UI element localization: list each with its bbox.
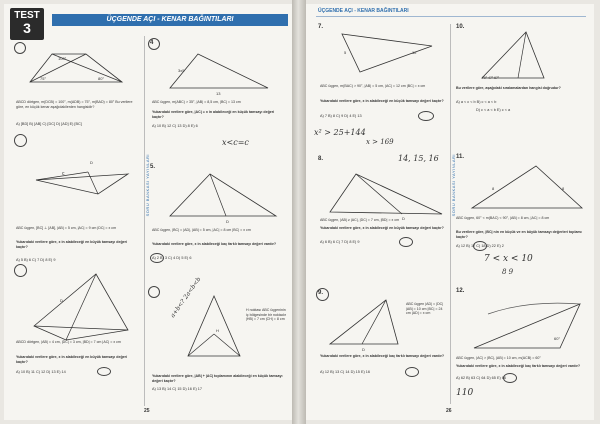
q9-answer-circle xyxy=(405,367,419,377)
svg-text:8: 8 xyxy=(562,186,565,191)
q7-number: 7. xyxy=(318,24,324,30)
right-page xyxy=(306,4,594,420)
q4-circled-number xyxy=(148,38,160,50)
q3-circled-number xyxy=(14,264,27,277)
q9-figure xyxy=(326,298,406,352)
q7-options[interactable]: A) 7 B) 8 C) 9 D) 4 E) 13 xyxy=(320,114,362,118)
q11-handwriting-2: 8 9 xyxy=(502,268,514,276)
q11-options[interactable]: A) 12 B) 17 C) 18 D) 22 E) 2 xyxy=(456,244,504,248)
q11-answer-circle xyxy=(473,241,487,251)
q5-text: ABC üçgen, |BC| = |AD|, |AB| = 5 cm, |AC| = 8 cm |BC| = x cm xyxy=(152,228,251,232)
q3-options[interactable]: A) 10 B) 11 C) 12 D) 13 E) 14 xyxy=(16,370,66,374)
left-page xyxy=(4,4,292,420)
q2-options[interactable]: A) 5 B) 6 C) 7 D) 8 E) 9 xyxy=(16,258,56,262)
q5-options[interactable]: A) 2 B) 3 C) 4 D) 5 E) 6 xyxy=(152,256,192,260)
book-gutter xyxy=(292,0,306,424)
side-publisher-text: SORU BANKASI YAYINLARI xyxy=(145,154,150,217)
page-banner: ÜÇGENDE AÇI - KENAR BAĞINTILARI xyxy=(52,14,288,26)
q2-question: Yukarıdaki verilere göre, x in alabileceği en büyük tamsayı değeri kaçtır? xyxy=(16,240,128,249)
q9-number: 9. xyxy=(318,290,324,296)
q6-circled-number xyxy=(148,286,160,298)
q6-handwriting: a+b<? 2a<b<b xyxy=(169,275,203,320)
q6-side-text: H noktası ABC üçgeninin iç bölgesinde bir noktadır |HB| = 7 cm |CH| = 8 cm xyxy=(246,308,286,322)
q1-figure xyxy=(24,50,134,90)
q12-number: 12. xyxy=(456,288,465,294)
svg-text:100°: 100° xyxy=(58,56,67,61)
svg-text:75°: 75° xyxy=(40,76,47,81)
q4-figure xyxy=(164,50,274,100)
q4-options[interactable]: A) 10 B) 12 C) 13 D) 8 E) 6 xyxy=(152,124,198,128)
q10-question: Bu verilere göre, aşağıdaki sıralamalardan hangisi doğrudur? xyxy=(456,86,561,90)
q12-angle: 60° xyxy=(554,336,561,341)
q7-hand-2: x > 169 xyxy=(366,138,394,146)
q1-options[interactable]: A) [BD] B) [AB] C) [DC] D) [AD] E) [BC] xyxy=(16,122,82,126)
page-header: ÜÇGENDE AÇI - KENAR BAĞINTILARI xyxy=(318,8,409,14)
q10-figure xyxy=(478,30,548,82)
q2-circled-number xyxy=(14,134,27,147)
q10-options-row2[interactable]: D) c < a < b E) c < a xyxy=(476,108,511,112)
q9-side-text: ABC üçgen |AD| = |DC| |AB| = 10 cm |BC| = 24 cm |AD| = x cm xyxy=(406,302,444,316)
q5-answer-circle xyxy=(150,253,164,263)
svg-text:D: D xyxy=(402,216,405,221)
q11-question: Bu verilere göre, |BC| nin en küçük ve en büyük tamsayı değerleri toplamı kaçtır? xyxy=(456,230,582,239)
svg-text:5: 5 xyxy=(344,50,347,55)
q11-figure xyxy=(466,164,586,212)
svg-text:80°: 80° xyxy=(98,76,105,81)
q3-text: ABCD dörtgen, |AB| = 4 cm, |DC| = 3 cm, |BD| = 7 cm |AC| = x cm xyxy=(16,340,121,344)
test-number: 3 xyxy=(23,20,31,36)
q1-text: ABCD dörtgen, m(DCB) = 100°, m(ADB) = 75°, m(BAD) = 80° Bu verilere göre, en küçük kenar aşağıdakilerden hangisidir? xyxy=(16,100,133,109)
svg-text:D: D xyxy=(60,298,63,303)
q4-text: ABC üçgen, m(ABC) > 35°, |AB| = 8,5 cm, |BC| = 13 cm xyxy=(152,100,241,104)
q11-handwriting: 7 < x < 10 xyxy=(484,254,533,264)
q2-figure xyxy=(32,154,132,204)
svg-text:12: 12 xyxy=(412,50,417,55)
q12-answer-circle xyxy=(503,373,517,383)
q8-text: ABC üçgen, |AB| ≥ |AC|, |DC| = 7 cm, |BD| = x cm xyxy=(320,218,400,222)
q5-figure xyxy=(166,172,281,222)
q12-handwriting: 110 xyxy=(456,388,474,398)
svg-text:D: D xyxy=(226,219,229,224)
q6-question: Yukarıdaki verilere göre, |AB| + |AC| toplamının alabileceği en küçük tamsayı değeri kaçtır? xyxy=(152,374,283,383)
side-publisher-text: SORU BANKASI YAYINLARI xyxy=(451,154,456,217)
q6-options[interactable]: A) 13 B) 14 C) 15 D) 16 E) 17 xyxy=(152,387,203,391)
q7-answer-circle xyxy=(418,111,434,121)
q12-figure xyxy=(468,294,584,354)
q7-text: ABC üçgen, m(BAC) > 90°, |AB| = 5 cm, |AC| = 12 cm |BC| = x cm xyxy=(320,84,426,88)
left-page-number: 25 xyxy=(144,408,150,414)
q11-number: 11. xyxy=(456,154,465,160)
svg-text:D: D xyxy=(362,347,365,352)
q10-number: 10. xyxy=(456,24,465,30)
q4-handwriting: x<c=c xyxy=(222,138,249,147)
q3-answer-circle xyxy=(97,367,111,376)
svg-text:H: H xyxy=(216,328,219,333)
q12-text: ABC üçgen, |AC| > |BC|, |AB| = 10 cm, m(ACB) = 60° xyxy=(456,356,541,360)
q8-question: Yukarıdaki verilere göre, x in alabileceği en büyük tamsayı değeri kaçtır? xyxy=(320,226,444,230)
q8-number: 8. xyxy=(318,156,324,162)
q4-side-label: 3x5 xyxy=(178,68,185,73)
q5-number: 5. xyxy=(150,164,156,170)
q7-figure xyxy=(336,32,436,76)
q7-hand-1: x² > 25+144 xyxy=(314,128,366,137)
svg-text:D: D xyxy=(90,160,93,165)
q6-figure xyxy=(184,294,244,364)
svg-text:8: 8 xyxy=(492,186,495,191)
svg-text:c: c xyxy=(62,171,65,177)
q9-options[interactable]: A) 12 B) 13 C) 14 D) 15 E) 16 xyxy=(320,370,371,374)
q10-angle-labels: 70° 47° 67° xyxy=(482,76,500,80)
header-rule xyxy=(316,16,586,17)
q2-text: ABC üçgen, [BC] ⊥ [AB], |AB| = 5 cm, |AC| = 9 cm |DC| = x cm xyxy=(16,226,117,230)
q8-options[interactable]: A) 6 B) 6 C) 7 D) 8 E) 9 xyxy=(320,240,360,244)
q3-figure xyxy=(30,272,130,342)
q12-options[interactable]: A) 62 B) 63 C) 64 D) 65 E) 66 xyxy=(456,376,507,380)
q7-question: Yukarıdaki verilere göre, x in alabileceği en küçük tamsayı değeri kaçtır? xyxy=(320,99,444,103)
q5-question: Yukarıdaki verilere göre, x in alabileceği kaç farklı tamsayı değeri vardır? xyxy=(152,242,277,246)
q8-answer-circle xyxy=(399,237,413,247)
q12-question: Yukarıdaki verilere göre, x in alabileceği kaç farklı tamsayı değeri vardır? xyxy=(456,364,581,368)
q11-text: ABC üçgen, 60° < m(BAC) < 90°, |AB| = 8 cm, |AC| = 8 cm xyxy=(456,216,550,220)
q10-options-row1[interactable]: A) a < c < b B) c < a < b xyxy=(456,100,497,104)
test-word: TEST xyxy=(14,10,40,21)
q3-question: Yukarıdaki verilere göre, x in alabileceği en büyük tamsayı değeri kaçtır? xyxy=(16,355,128,364)
test-badge xyxy=(10,8,44,40)
q9-question: Yukarıdaki verilere göre, x in alabileceği kaç farklı tamsayı değeri vardır? xyxy=(320,354,445,358)
q4-base-label: 13 xyxy=(216,91,221,96)
q4-question: Yukarıdaki verilere göre, |AC| = x in alabileceği en küçük tamsayı değeri kaçtır? xyxy=(152,110,275,119)
right-page-number: 26 xyxy=(446,408,452,414)
column-divider xyxy=(144,36,145,406)
q7-hand-3: 14, 15, 16 xyxy=(398,154,439,163)
q4-number: 4 xyxy=(150,40,154,46)
